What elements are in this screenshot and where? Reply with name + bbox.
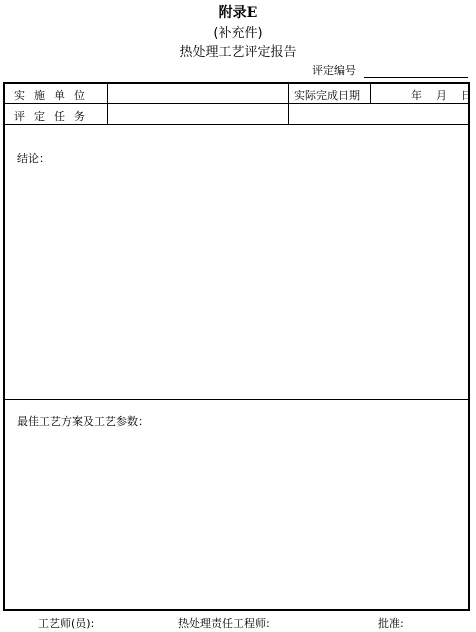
date-day-label: 日 [461,89,472,102]
row1-divider [5,103,468,104]
col-divider-mid [288,84,289,124]
date-month-label: 月 [436,89,447,102]
approve-signature-label: 批准: [378,617,404,630]
appendix-title: 附录E [218,5,258,21]
row2-divider [5,124,468,125]
conclusion-label: 结论： [17,152,50,165]
evaluation-number-field[interactable] [364,64,468,78]
unit-label: 实施单位 [14,89,94,102]
technician-signature-label: 工艺师(员): [38,617,95,630]
col-divider-label [107,84,108,124]
task-label: 评定任务 [14,110,94,123]
completion-date-field[interactable] [411,87,472,103]
best-params-label: 最佳工艺方案及工艺参数： [17,415,149,428]
report-form [3,82,470,611]
section-divider [5,399,468,400]
engineer-signature-label: 热处理责任工程师: [178,617,270,630]
col-divider-date [370,84,371,103]
unit-value-field[interactable] [113,87,283,101]
report-title: 热处理工艺评定报告 [179,45,297,60]
supplement-subtitle: (补充件) [213,26,263,41]
date-year-label: 年 [411,89,422,102]
task-value-field[interactable] [113,108,283,122]
evaluation-number-label: 评定编号 [312,64,356,77]
evaluation-number-row [312,62,468,78]
completion-date-label: 实际完成日期 [294,89,360,102]
